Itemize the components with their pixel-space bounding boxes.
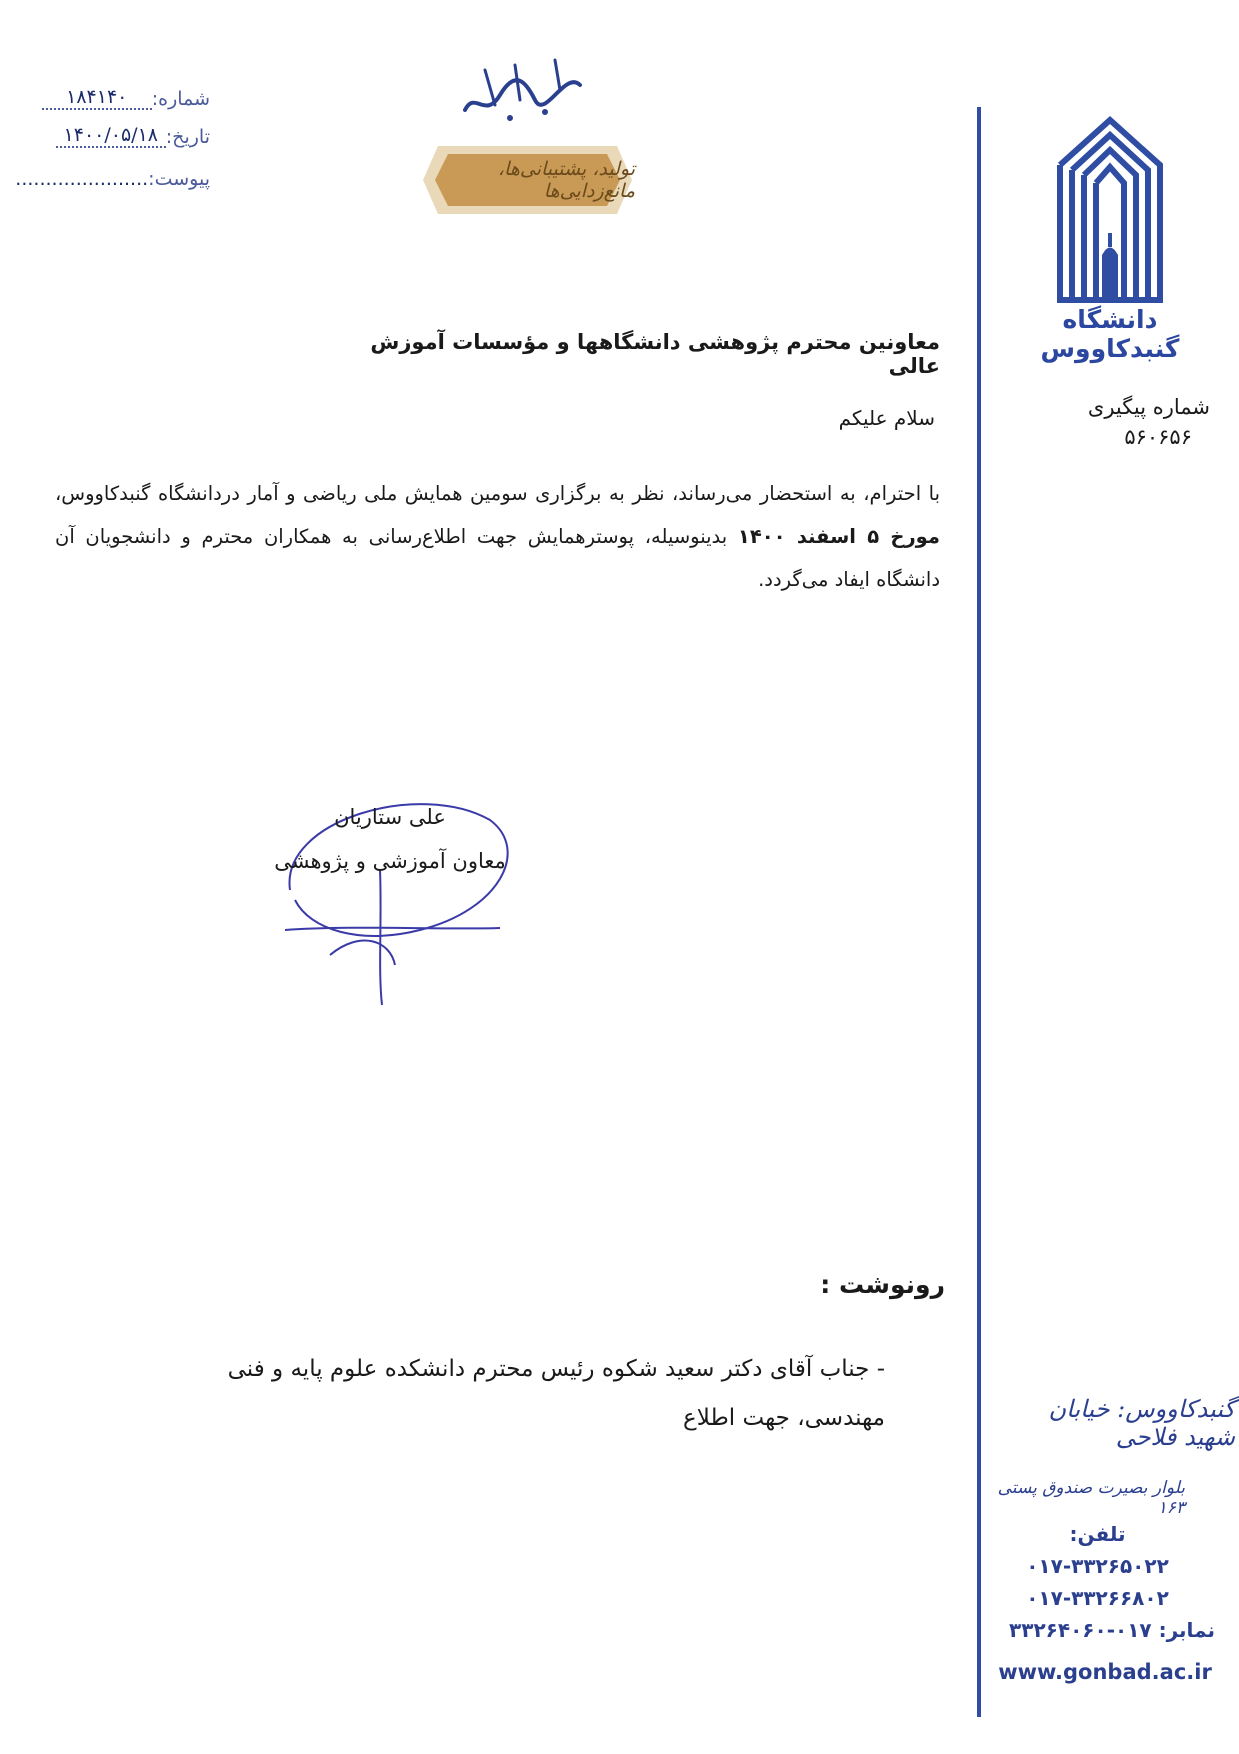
letter-date: ۱۴۰۰/۰۵/۱۸ <box>56 124 166 148</box>
bismillah-calligraphy <box>455 50 595 125</box>
date-row <box>20 118 210 148</box>
tracking-block <box>1010 395 1210 449</box>
body-text-1: با احترام، به استحضار می‌رساند، نظر به برگزاری سومین همایش ملی ریاضی و آمار دردانشگاه گنبدکاووس، <box>55 482 940 505</box>
sidebar-divider <box>977 107 981 1717</box>
letter-body <box>55 472 940 601</box>
tracking-label: شماره پیگیری <box>1087 395 1210 419</box>
attachment-row <box>15 160 210 190</box>
fax-number: ۰۱۷-۳۳۲۶۴۰۶۰ <box>1009 1618 1152 1642</box>
cc-title: رونوشت : <box>820 1270 945 1299</box>
signer-block <box>270 795 510 883</box>
phone-number-1: ۰۱۷-۳۳۲۶۵۰۲۲ <box>1026 1554 1169 1578</box>
contact-block <box>990 1518 1215 1646</box>
university-name: دانشگاه گنبدکاووس <box>1040 305 1180 363</box>
signer-name: علی ستاریان <box>334 805 446 829</box>
fax-label: نمابر: <box>1158 1618 1215 1642</box>
university-logo-icon <box>1055 115 1165 305</box>
slogan-badge <box>420 140 635 220</box>
recipient: معاونین محترم پژوهشی دانشگاهها و مؤسسات آموزش عالی <box>370 330 940 378</box>
tracking-number: ۵۶۰۶۵۶ <box>1124 425 1192 449</box>
body-text-bold: مورخ ۵ اسفند ۱۴۰۰ <box>737 525 940 548</box>
attachment-label: پیوست: <box>148 168 210 190</box>
body-text-2: بدینوسیله، پوسترهمایش جهت اطلاع‌رسانی به همکاران محترم و دانشجویان آن دانشگاه ایفاد می‌گردد. <box>55 525 940 591</box>
address-line-2: بلوار بصیرت صندوق پستی ۱۶۳ <box>997 1478 1185 1518</box>
cc-line: - جناب آقای دکتر سعید شکوه رئیس محترم دانشکده علوم پایه و فنی مهندسی، جهت اطلاع <box>227 1356 885 1431</box>
slogan-text: تولید، پشتیبانی‌ها، مانع‌زدایی‌ها <box>497 158 635 202</box>
letter-number: ۱۸۴۱۴۰ <box>42 86 152 110</box>
signer-title: معاون آموزشی و پژوهشی <box>274 849 506 873</box>
address-line-1: گنبدکاووس: خیابان شهید فلاحی <box>1048 1395 1235 1451</box>
fax-row <box>980 1614 1215 1646</box>
date-label: تاریخ: <box>165 126 210 148</box>
letter-number-row <box>20 80 210 110</box>
phone-label: تلفن: <box>1069 1522 1126 1546</box>
letter-number-label: شماره: <box>151 88 210 110</box>
attachment-value: ...................... <box>15 168 149 190</box>
website-link[interactable]: www.gonbad.ac.ir <box>998 1660 1212 1684</box>
greeting: سلام علیکم <box>838 406 935 430</box>
phone-number-2: ۰۱۷-۳۳۲۶۶۸۰۲ <box>1026 1586 1169 1610</box>
